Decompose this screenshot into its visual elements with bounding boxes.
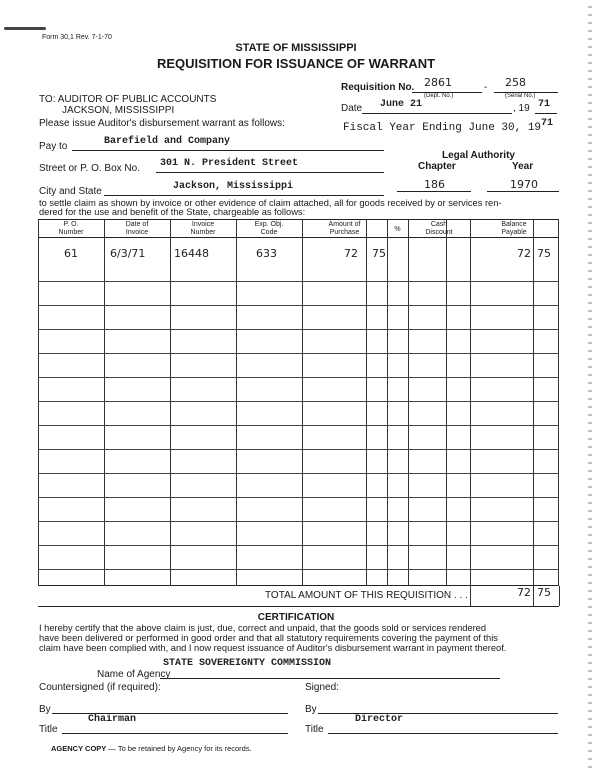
row-line: [38, 377, 559, 378]
signed-label: Signed:: [305, 682, 339, 693]
certification-text-1: I hereby certify that the above claim is just, due, correct and unpaid, that the goods sold or services rendered: [39, 623, 487, 633]
footer: [51, 744, 252, 753]
col-divider: [302, 219, 303, 586]
footer-bold: AGENCY COPY: [51, 744, 107, 753]
street-label: Street or P. O. Box No.: [39, 163, 140, 174]
row-line: [38, 281, 559, 282]
row-line: [38, 305, 559, 306]
certification-heading: CERTIFICATION: [257, 612, 335, 623]
col-divider: [408, 219, 409, 586]
total-cents-divider: [533, 586, 534, 606]
col-divider: [170, 219, 171, 586]
chapter-line: [397, 191, 471, 192]
date-year-line: [535, 113, 557, 114]
chapter-value: 186: [424, 178, 445, 191]
row-line: [38, 353, 559, 354]
by-label-left: By: [39, 704, 51, 715]
total-cents: 75: [537, 586, 551, 599]
serial-no-sublabel: (Serial No.): [505, 93, 536, 99]
total-bottom-line: [38, 606, 559, 607]
col-divider: [446, 219, 447, 586]
footer-text: — To be retained by Agency for its records.: [108, 744, 252, 753]
row-line: [38, 545, 559, 546]
fiscal-year-value: 71: [541, 118, 554, 129]
by-label-right: By: [305, 704, 317, 715]
col-divider: [533, 219, 534, 586]
col-divider: [366, 219, 367, 586]
row1-amount-dollars: 72: [344, 247, 358, 260]
row1-date: 6/3/71: [110, 247, 146, 260]
title-label-right: Title: [305, 724, 324, 735]
city-line: [104, 195, 384, 196]
table-header-border: [38, 237, 559, 238]
header-amount: Amount of Purchase: [328, 221, 361, 236]
agency-label: Name of Agency: [97, 669, 171, 680]
date-line: [362, 113, 512, 114]
state-heading: STATE OF MISSISSIPPI: [235, 42, 357, 54]
binder-edge: [588, 0, 592, 768]
header-cash: Cash Discount: [425, 221, 453, 236]
date-label: Date: [341, 103, 363, 114]
header-balance: Balance Payable: [501, 221, 527, 236]
date-year-suffix: 71: [538, 99, 551, 110]
col-divider: [387, 219, 388, 586]
title-line-right: [328, 733, 558, 734]
by-line-right: [318, 713, 558, 714]
col-divider: [104, 219, 105, 586]
form-number: Form 30,1 Rev. 7-1-70: [42, 34, 112, 41]
header-po: P. O. Number: [58, 221, 84, 236]
city-value: Jackson, Mississippi: [173, 181, 294, 192]
requisition-label: Requisition No.: [341, 82, 415, 93]
pay-to-line: [72, 150, 384, 151]
agency-name: STATE SOVEREIGNTY COMMISSION: [163, 658, 332, 669]
street-value: 301 N. President Street: [160, 158, 299, 169]
pay-to-value: Barefield and Company: [104, 136, 231, 147]
dept-no-sublabel: (Dept. No.): [424, 93, 454, 99]
form-title: REQUISITION FOR ISSUANCE OF WARRANT: [156, 56, 436, 71]
row-line: [38, 473, 559, 474]
certification-text-2: have been delivered or performed in good order and that all statutory requirements covering the payment of this: [39, 633, 498, 643]
right-title-value: Director: [355, 714, 404, 725]
row1-balance-dollars: 72: [517, 247, 531, 260]
certification-text-3: claim have been complied with, and I now request issuance of Auditor's disbursement warrant in payment thereof.: [39, 643, 507, 653]
year-value: 1970: [510, 178, 538, 191]
chapter-label: Chapter: [418, 161, 456, 172]
legal-authority-label: Legal Authority: [442, 150, 515, 161]
countersigned-label: Countersigned (if required):: [39, 682, 161, 693]
row-line: [38, 425, 559, 426]
serial-no: 258: [505, 76, 526, 89]
row1-exp: 633: [256, 247, 277, 260]
header-date: Date of Invoice: [125, 221, 149, 236]
title-line-left: [62, 733, 288, 734]
header-pct: %: [394, 226, 401, 233]
header-exp: Exp. Obj. Code: [254, 221, 284, 236]
row-line: [38, 449, 559, 450]
fiscal-year-label: Fiscal Year Ending June 30, 19: [343, 122, 542, 134]
row-line: [38, 329, 559, 330]
left-title-value: Chairman: [88, 714, 137, 725]
addressee-line-2: JACKSON, MISSISSIPPI: [62, 105, 175, 116]
row1-amount-cents: 75: [372, 247, 386, 260]
dash: -: [484, 82, 488, 93]
total-dollars: 72: [517, 586, 531, 599]
title-label-left: Title: [39, 724, 58, 735]
addressee-line-1: TO: AUDITOR OF PUBLIC ACCOUNTS: [39, 94, 217, 105]
row-line: [38, 497, 559, 498]
col-divider: [470, 219, 471, 586]
total-label: TOTAL AMOUNT OF THIS REQUISITION . . .: [265, 590, 468, 601]
settle-text-2: dered for the use and benefit of the State, chargeable as follows:: [39, 207, 306, 217]
agency-line: [160, 678, 500, 679]
city-label: City and State: [39, 186, 102, 197]
row1-invoice: 16448: [174, 247, 209, 260]
street-line: [156, 172, 384, 173]
corner-mark: [4, 27, 46, 30]
row1-balance-cents: 75: [537, 247, 551, 260]
row1-po: 61: [64, 247, 78, 260]
dept-no: 2861: [424, 76, 452, 89]
date-year-prefix: , 19: [513, 103, 530, 114]
header-invoice: Invoice Number: [190, 221, 216, 236]
row-line: [38, 569, 559, 570]
col-divider: [236, 219, 237, 586]
row-line: [38, 521, 559, 522]
year-line: [487, 191, 559, 192]
date-value: June 21: [380, 99, 423, 110]
settle-text-1: to settle claim as shown by invoice or other evidence of claim attached, all for goods received by or services ren-: [39, 198, 502, 208]
charges-table: [38, 219, 559, 586]
pay-to-label: Pay to: [39, 141, 68, 152]
year-label: Year: [512, 161, 534, 172]
table-top-border: [38, 219, 559, 220]
col-divider: [38, 219, 39, 586]
row-line: [38, 401, 559, 402]
col-divider: [558, 219, 559, 586]
addressee-line-3: Please issue Auditor's disbursement warrant as follows:: [39, 118, 285, 129]
